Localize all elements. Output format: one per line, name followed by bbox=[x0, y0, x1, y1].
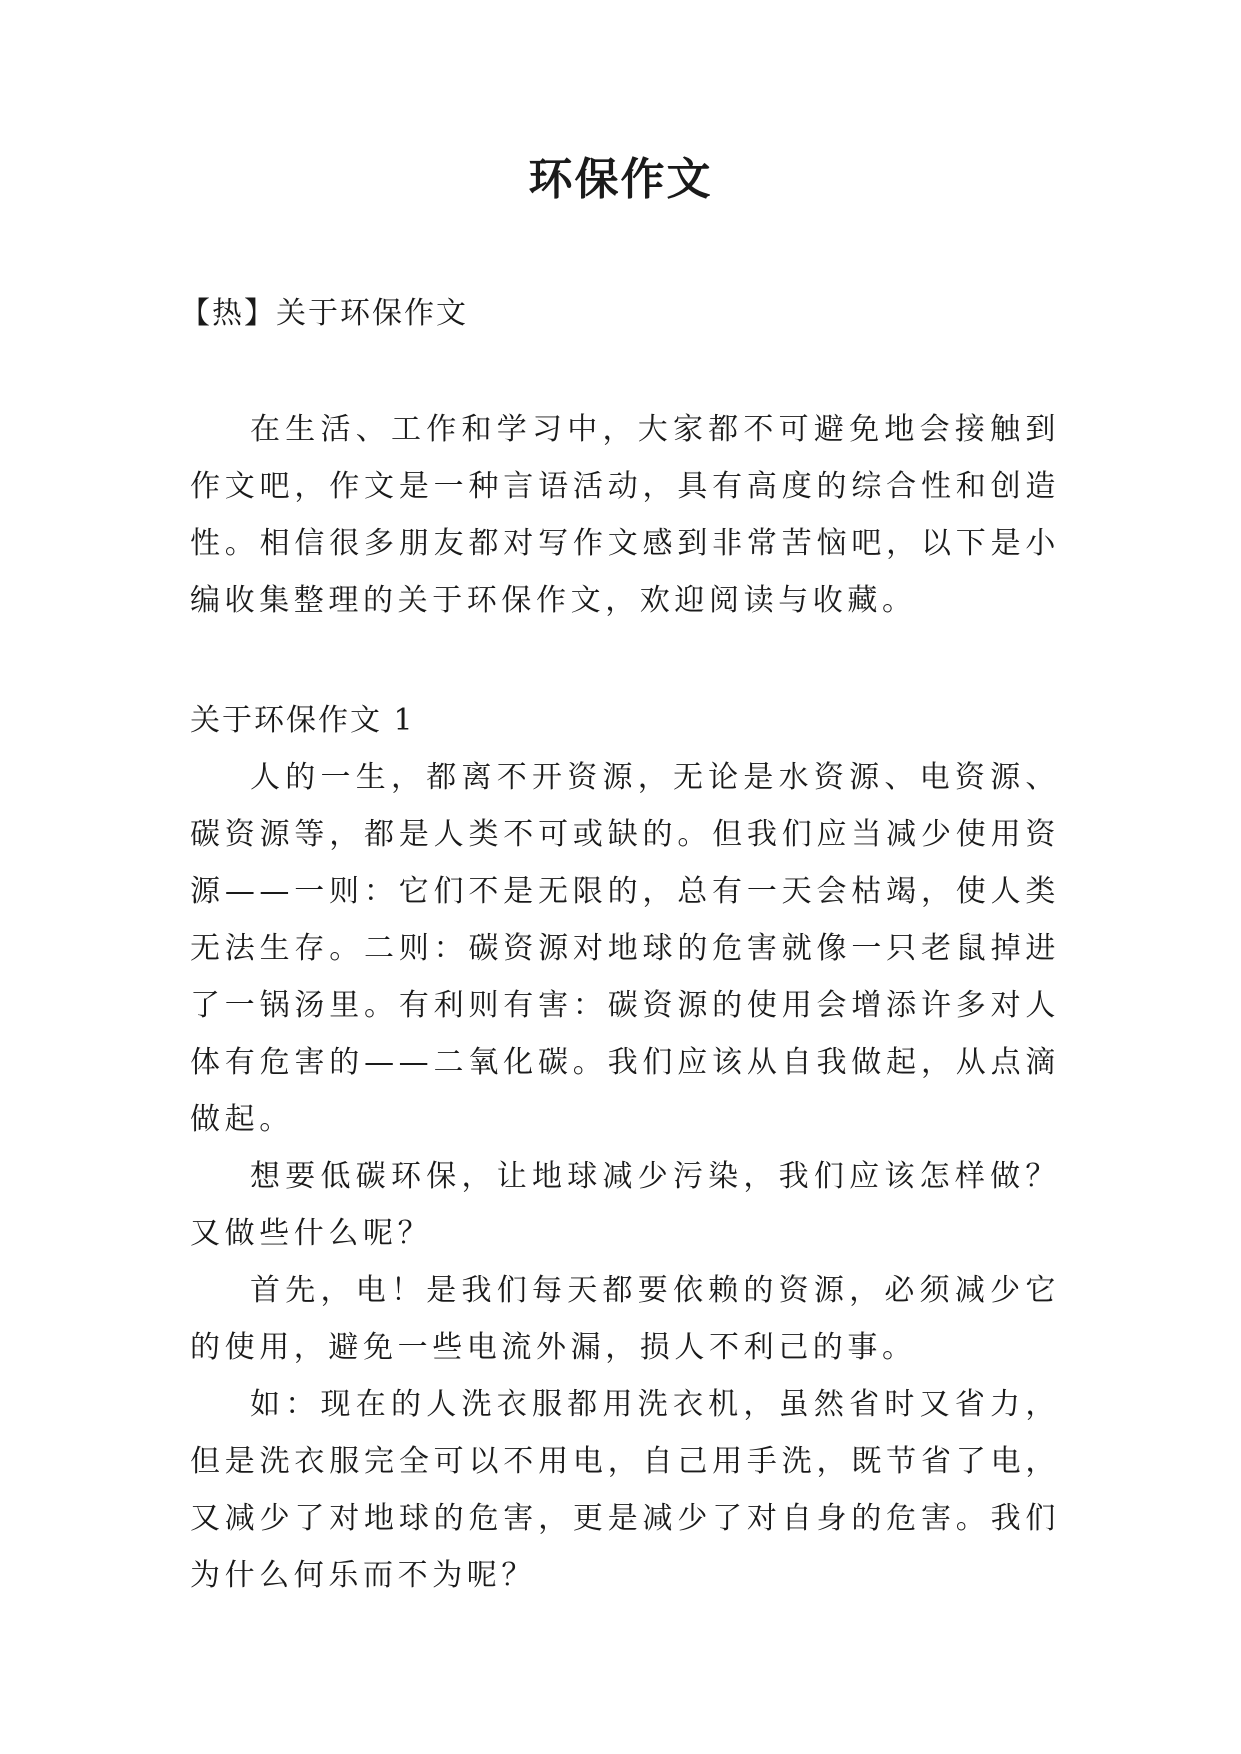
intro-paragraph: 在生活、工作和学习中，大家都不可避免地会接触到作文吧，作文是一种言语活动，具有高度的综合性和创造性。相信很多朋友都对写作文感到非常苦恼吧，以下是小编收集整理的关于环保作文，欢迎阅读与收藏。 bbox=[190, 412, 1060, 618]
essay-paragraph-1: 人的一生，都离不开资源，无论是水资源、电资源、碳资源等，都是人类不可或缺的。但我们应当减少使用资源——一则：它们不是无限的，总有一天会枯竭，使人类无法生存。二则：碳资源对地球的危害就像一只老鼠掉进了一锅汤里。有利则有害：碳资源的使用会增添许多对人体有危害的——二氧化碳。我们应该从自我做起，从点滴做起。 bbox=[190, 760, 1060, 1137]
document-title: 环保作文 bbox=[528, 154, 713, 205]
document-subtitle: 【热】关于环保作文 bbox=[180, 296, 468, 331]
essay-paragraph-3: 首先，电！是我们每天都要依赖的资源，必须减少它的使用，避免一些电流外漏，损人不利己的事。 bbox=[190, 1273, 1060, 1365]
essay-heading: 关于环保作文 1 bbox=[190, 703, 415, 738]
essay-body bbox=[190, 749, 1060, 1604]
essay-paragraph-2: 想要低碳环保，让地球减少污染，我们应该怎样做？又做些什么呢？ bbox=[190, 1159, 1060, 1251]
essay-paragraph-4: 如：现在的人洗衣服都用洗衣机，虽然省时又省力，但是洗衣服完全可以不用电，自己用手洗，既节省了电，又减少了对地球的危害，更是减少了对自身的危害。我们为什么何乐而不为呢？ bbox=[190, 1387, 1060, 1593]
intro-section bbox=[190, 401, 1060, 629]
